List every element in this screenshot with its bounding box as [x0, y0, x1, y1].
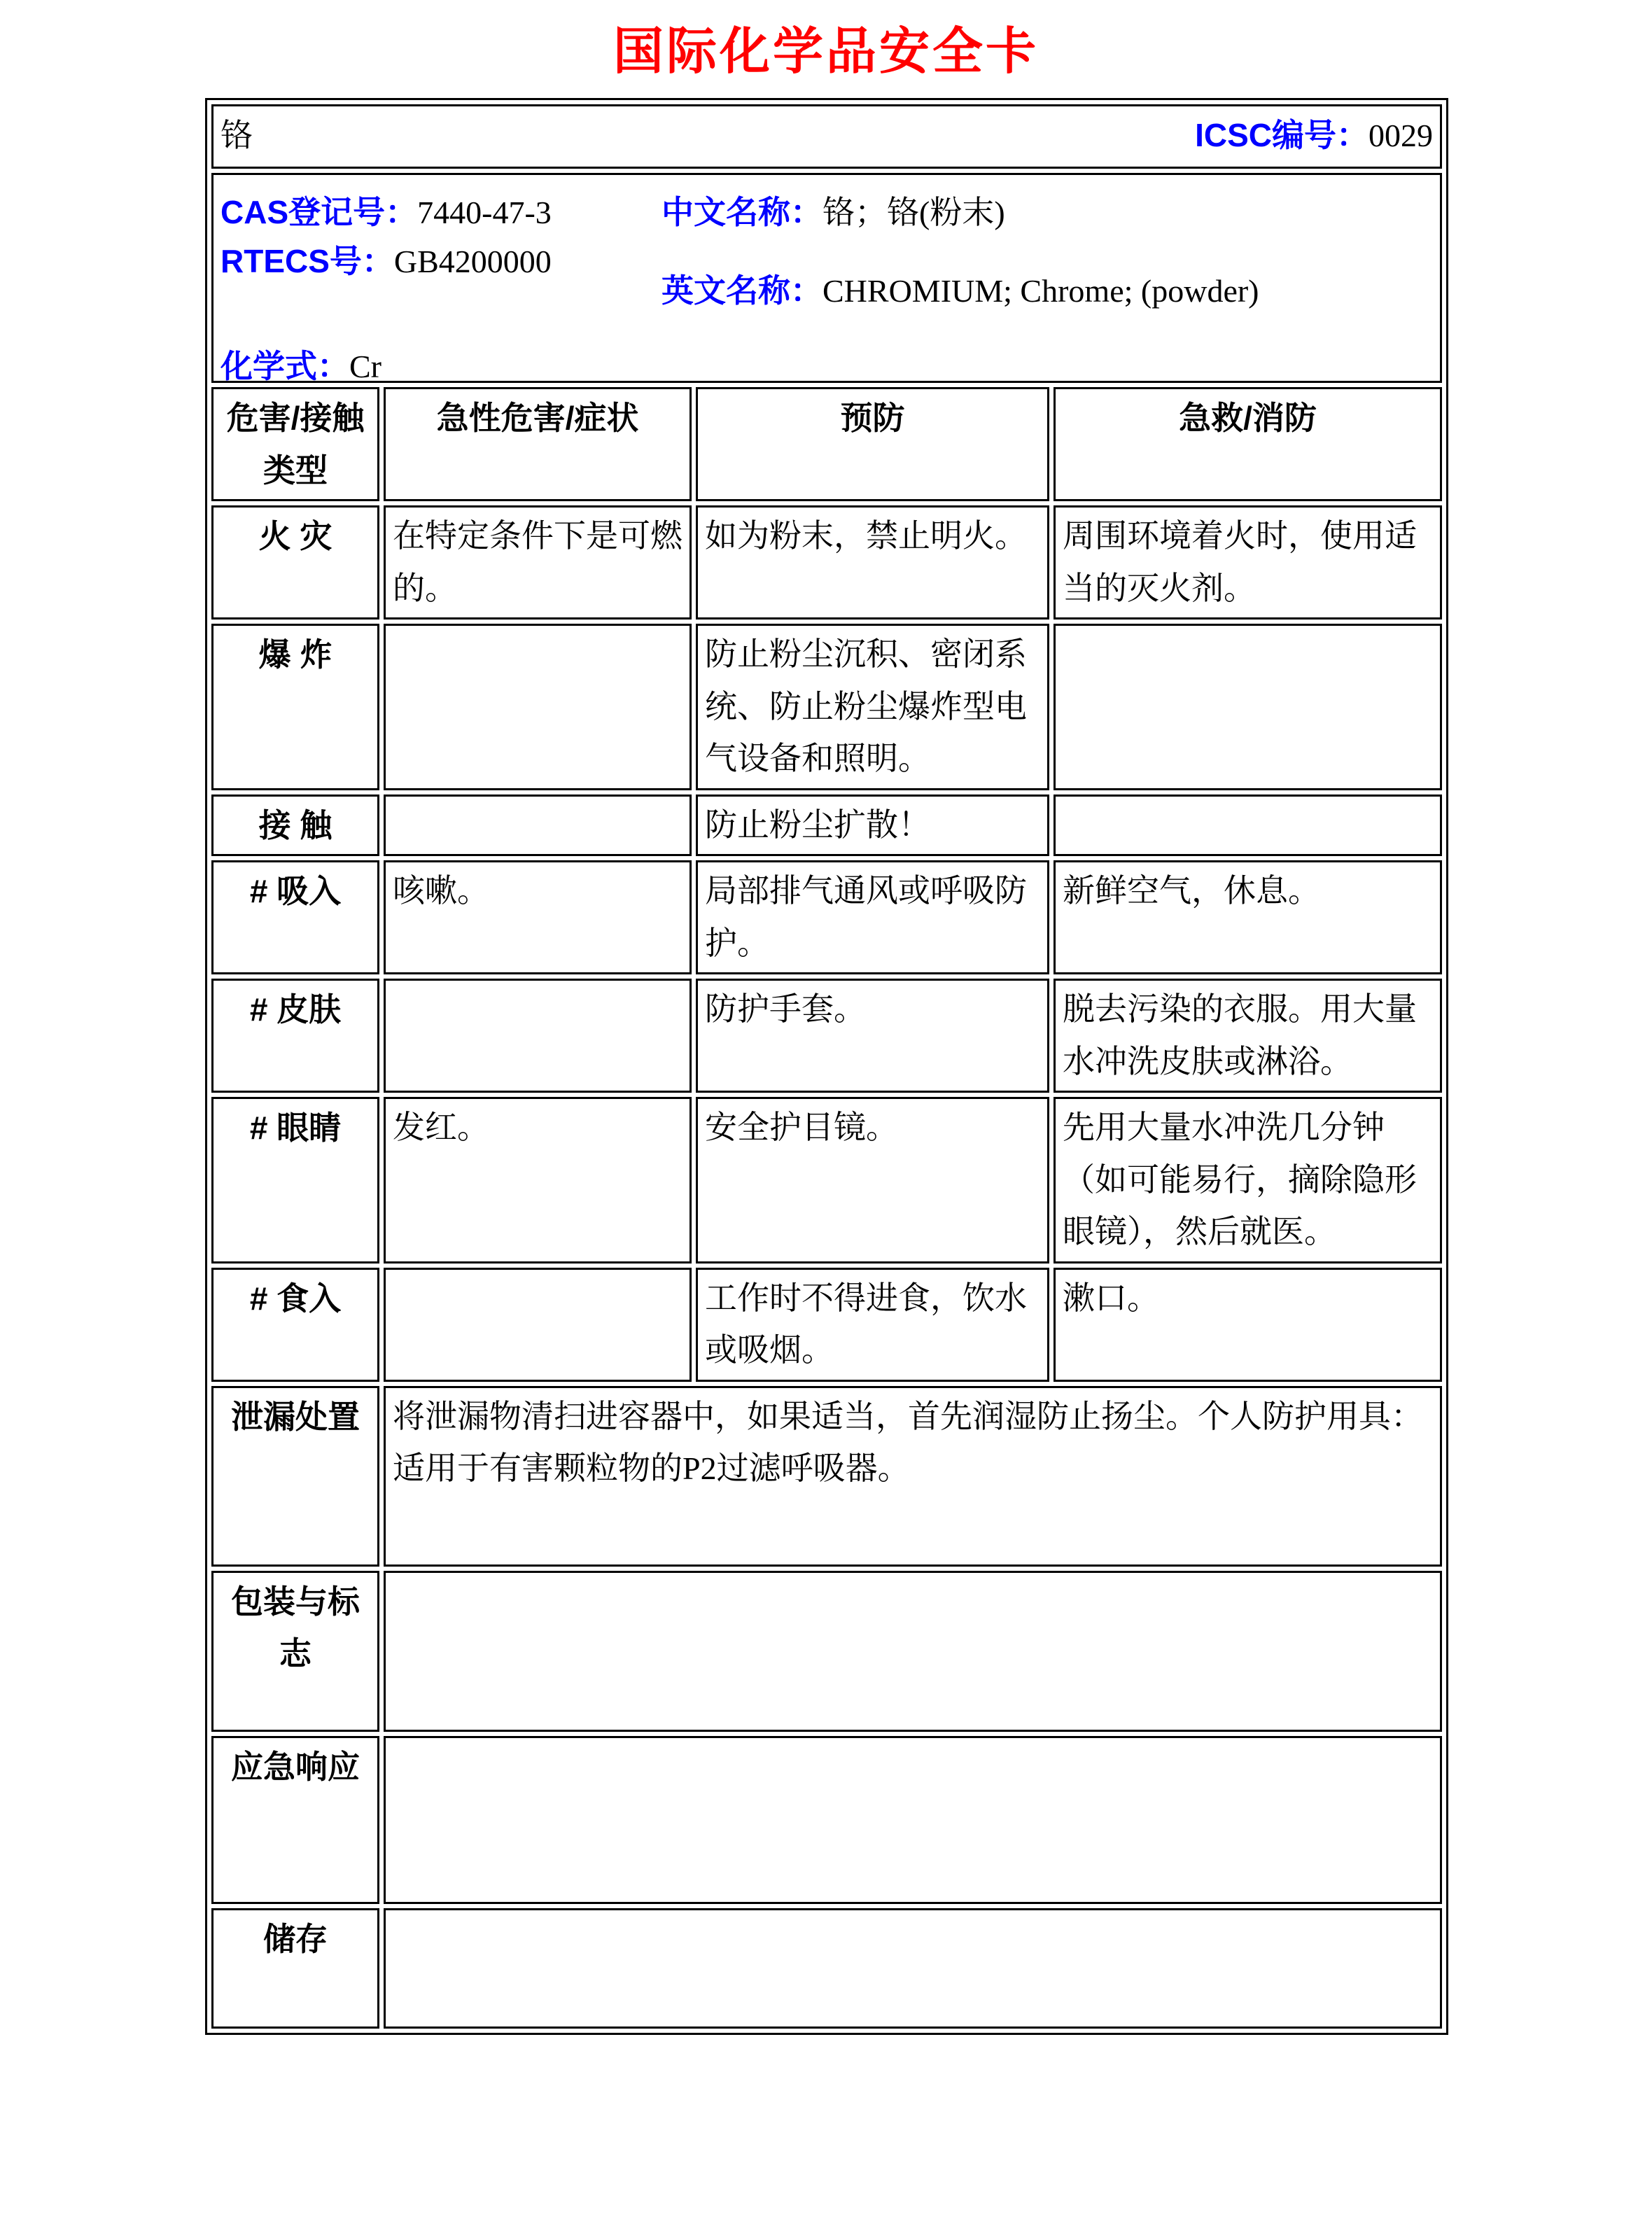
row-label-packaging: 包装与标志	[211, 1571, 379, 1732]
cas-number-line	[220, 186, 552, 239]
cas-label: CAS登记号：	[220, 194, 418, 230]
skin-prevention-cell: 防护手套。	[696, 979, 1049, 1093]
inhalation-symptoms-cell: 咳嗽。	[384, 860, 692, 974]
skin-symptoms-cell	[384, 979, 692, 1093]
substance-name: 铬	[220, 117, 253, 153]
ingestion-symptoms-cell	[384, 1268, 692, 1382]
eyes-firstaid-cell: 先用大量水冲洗几分钟（如可能易行，摘除隐形眼镜），然后就医。	[1054, 1097, 1442, 1264]
spillage-content-cell: 将泄漏物清扫进容器中，如果适当，首先润湿防止扬尘。个人防护用具：适用于有害颗粒物的P2过滤呼吸器。	[384, 1386, 1442, 1567]
row-label-storage: 储存	[211, 1908, 379, 2029]
contact-symptoms-cell	[384, 794, 692, 857]
packaging-content-cell	[384, 1571, 1442, 1732]
icsc-number	[1195, 109, 1433, 162]
table-row-packaging	[211, 1571, 1442, 1732]
explosion-firstaid-cell	[1054, 624, 1442, 790]
table-row-skin	[211, 979, 1442, 1093]
page-title: 国际化学品安全卡	[612, 24, 1039, 80]
row-label-fire: 火 灾	[211, 505, 379, 620]
column-header-hazard-type: 危害/接触类型	[211, 387, 379, 501]
contact-prevention-cell: 防止粉尘扩散！	[696, 794, 1049, 857]
table-row-storage	[211, 1908, 1442, 2029]
rtecs-value: GB4200000	[393, 244, 552, 279]
column-header-prevention: 预防	[696, 387, 1049, 501]
row-label-spillage: 泄漏处置	[211, 1386, 379, 1567]
fire-symptoms-cell: 在特定条件下是可燃的。	[384, 505, 692, 620]
ingestion-firstaid-cell: 漱口。	[1054, 1268, 1442, 1382]
eyes-prevention-cell: 安全护目镜。	[696, 1097, 1049, 1264]
table-row-ingestion	[211, 1268, 1442, 1382]
english-name-line	[662, 265, 1259, 318]
rtecs-number-line	[220, 235, 552, 288]
explosion-symptoms-cell	[384, 624, 692, 790]
fire-firstaid-cell: 周围环境着火时，使用适当的灭火剂。	[1054, 505, 1442, 620]
info-cell	[211, 173, 1442, 383]
inhalation-firstaid-cell: 新鲜空气，休息。	[1054, 860, 1442, 974]
chinese-name-label: 中文名称：	[662, 194, 822, 230]
skin-firstaid-cell: 脱去污染的衣服。用大量水冲洗皮肤或淋浴。	[1054, 979, 1442, 1093]
table-row-explosion	[211, 624, 1442, 790]
row-label-skin: # 皮肤	[211, 979, 379, 1093]
formula-value: Cr	[349, 349, 382, 384]
contact-firstaid-cell	[1054, 794, 1442, 857]
row-label-contact: 接 触	[211, 794, 379, 857]
ingestion-prevention-cell: 工作时不得进食，饮水或吸烟。	[696, 1268, 1049, 1382]
icsc-number-value: 0029	[1368, 118, 1433, 153]
row-label-eyes: # 眼睛	[211, 1097, 379, 1264]
icsc-table	[205, 98, 1448, 2035]
icsc-number-label: ICSC编号：	[1195, 117, 1368, 153]
english-name-label: 英文名称：	[662, 272, 822, 309]
english-name-value: CHROMIUM; Chrome; (powder)	[822, 273, 1259, 309]
table-row-inhalation	[211, 860, 1442, 974]
table-row-spillage	[211, 1386, 1442, 1567]
table-row-fire	[211, 505, 1442, 620]
formula-line	[220, 340, 382, 393]
header-bar-cell	[211, 104, 1442, 169]
column-header-symptoms: 急性危害/症状	[384, 387, 692, 501]
header-bar-row	[211, 104, 1442, 169]
row-label-ingestion: # 食入	[211, 1268, 379, 1382]
cas-value: 7440-47-3	[417, 195, 552, 230]
info-row	[211, 173, 1442, 383]
explosion-prevention-cell: 防止粉尘沉积、密闭系统、防止粉尘爆炸型电气设备和照明。	[696, 624, 1049, 790]
formula-label: 化学式：	[220, 348, 349, 384]
eyes-symptoms-cell: 发红。	[384, 1097, 692, 1264]
rtecs-label: RTECS号：	[220, 243, 394, 279]
table-row-contact	[211, 794, 1442, 857]
chinese-name-line	[662, 186, 1005, 239]
inhalation-prevention-cell: 局部排气通风或呼吸防护。	[696, 860, 1049, 974]
column-header-firstaid: 急救/消防	[1054, 387, 1442, 501]
table-row-emergency	[211, 1736, 1442, 1904]
row-label-emergency: 应急响应	[211, 1736, 379, 1904]
chinese-name-value: 铬；铬(粉末)	[822, 195, 1005, 230]
row-label-inhalation: # 吸入	[211, 860, 379, 974]
column-header-row	[211, 387, 1442, 501]
table-row-eyes	[211, 1097, 1442, 1264]
storage-content-cell	[384, 1908, 1442, 2029]
fire-prevention-cell: 如为粉末，禁止明火。	[696, 505, 1049, 620]
row-label-explosion: 爆 炸	[211, 624, 379, 790]
emergency-content-cell	[384, 1736, 1442, 1904]
